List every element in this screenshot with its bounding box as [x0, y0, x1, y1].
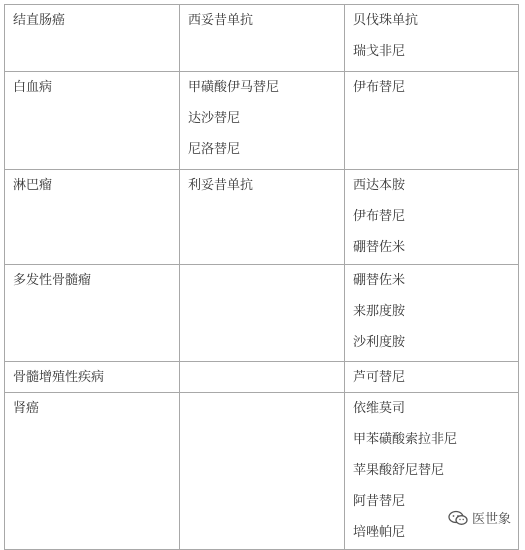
drug-name: 依维莫司: [353, 401, 406, 416]
drug-name: 瑞戈非尼: [353, 44, 406, 59]
drug-name: 来那度胺: [353, 304, 406, 319]
disease-name: 肾癌: [13, 401, 40, 416]
drug-cell-col3: [345, 5, 519, 72]
drug-name: 阿昔替尼: [353, 494, 406, 509]
drug-name: 贝伐珠单抗: [353, 13, 419, 28]
drug-name: 利妥昔单抗: [188, 178, 254, 193]
disease-name: 结直肠癌: [13, 13, 66, 28]
drug-cell-col3: [345, 72, 519, 170]
drug-name: 西达本胺: [353, 178, 406, 193]
disease-name: 淋巴瘤: [13, 178, 53, 193]
drug-table: [4, 4, 519, 550]
watermark: [444, 506, 515, 529]
drug-name: 甲磺酸伊马替尼: [188, 80, 280, 95]
disease-name: 多发性骨髓瘤: [13, 273, 92, 288]
drug-cell-col2: [180, 170, 345, 265]
drug-name: 硼替佐米: [353, 240, 406, 255]
drug-cell-col3: [345, 362, 519, 393]
disease-name: 骨髓增殖性疾病: [13, 370, 105, 385]
drug-name: 培唑帕尼: [353, 525, 406, 540]
drug-name: 达沙替尼: [188, 111, 241, 126]
disease-cell: [5, 170, 180, 265]
table-row: [5, 393, 519, 550]
drug-name: 甲苯磺酸索拉非尼: [353, 432, 458, 447]
table-row: [5, 362, 519, 393]
drug-cell-col2: [180, 265, 345, 362]
disease-cell: [5, 5, 180, 72]
table-row: [5, 72, 519, 170]
disease-cell: [5, 265, 180, 362]
drug-cell-col3: [345, 265, 519, 362]
drug-name: 硼替佐米: [353, 273, 406, 288]
disease-cell: [5, 72, 180, 170]
table-row: [5, 265, 519, 362]
drug-cell-col2: [180, 362, 345, 393]
drug-name: 西妥昔单抗: [188, 13, 254, 28]
drug-name: 芦可替尼: [353, 370, 406, 385]
watermark-text: 医世象: [471, 512, 511, 527]
drug-name: 沙利度胺: [353, 335, 406, 350]
drug-cell-col3: [345, 170, 519, 265]
disease-cell: [5, 362, 180, 393]
drug-cell-col2: [180, 393, 345, 550]
drug-name: 尼洛替尼: [188, 142, 241, 157]
disease-name: 白血病: [13, 80, 53, 95]
wechat-icon: [448, 510, 468, 526]
drug-name: 伊布替尼: [353, 209, 406, 224]
table-row: [5, 5, 519, 72]
table-row: [5, 170, 519, 265]
drug-name: 伊布替尼: [353, 80, 406, 95]
drug-name: 苹果酸舒尼替尼: [353, 463, 445, 478]
disease-cell: [5, 393, 180, 550]
drug-cell-col2: [180, 72, 345, 170]
drug-cell-col2: [180, 5, 345, 72]
